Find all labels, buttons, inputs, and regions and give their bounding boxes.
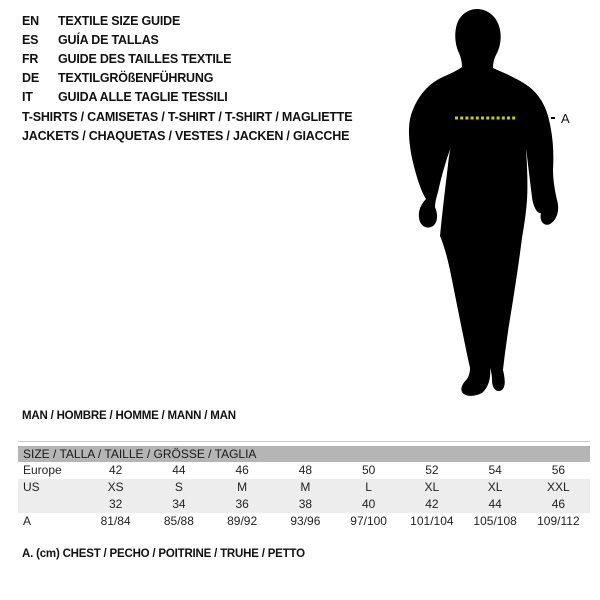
row-label: US <box>23 480 40 494</box>
language-code: EN <box>22 14 39 28</box>
language-code: DE <box>22 71 39 85</box>
row-label: Europe <box>23 463 62 477</box>
language-row-fr <box>22 50 231 69</box>
man-silhouette <box>395 4 590 404</box>
cell: XS <box>107 480 124 494</box>
cell: M <box>237 480 248 494</box>
measure-label-a: A <box>561 111 570 126</box>
cell: 50 <box>361 463 376 477</box>
language-label: GUÍA DE TALLAS <box>58 33 159 47</box>
cell: XL <box>487 480 503 494</box>
language-label: GUIDE DES TAILLES TEXTILE <box>58 52 232 66</box>
cell: 44 <box>488 497 502 511</box>
language-label: TEXTILE SIZE GUIDE <box>58 14 181 28</box>
cell: 52 <box>425 463 439 477</box>
language-code: FR <box>22 52 39 66</box>
row-label: A <box>23 514 32 528</box>
cell: 85/88 <box>163 514 194 528</box>
language-code: ES <box>22 33 39 47</box>
cell: 109/112 <box>537 514 580 528</box>
table-row-numeric <box>18 496 590 513</box>
cell: 54 <box>488 463 502 477</box>
measurement-footnote: A. (cm) CHEST / PECHO / POITRINE / TRUHE / PETTO <box>22 548 305 560</box>
category-tshirts: T-SHIRTS / CAMISETAS / T-SHIRT / T-SHIRT / MAGLIETTE <box>22 110 353 124</box>
cell: 34 <box>172 497 186 511</box>
language-row-en <box>22 12 231 31</box>
cell: XL <box>424 480 440 494</box>
language-label: TEXTILGRÖßENFÜHRUNG <box>58 71 214 85</box>
cell: S <box>174 480 183 494</box>
size-table-header: SIZE / TALLA / TAILLE / GRÖSSE / TAGLIA <box>18 446 590 462</box>
gender-heading: MAN / HOMBRE / HOMME / MANN / MAN <box>22 410 236 422</box>
cell: 105/108 <box>473 514 517 528</box>
language-code: IT <box>22 90 33 104</box>
cell: 40 <box>361 497 376 511</box>
language-list <box>22 12 231 107</box>
size-table <box>18 441 590 530</box>
cell: 81/84 <box>100 514 131 528</box>
cell: 97/100 <box>350 514 387 528</box>
row-label <box>18 496 84 513</box>
cell: 42 <box>108 463 123 477</box>
cell: 44 <box>172 463 186 477</box>
language-row-it <box>22 88 231 107</box>
cell: 32 <box>108 497 123 511</box>
cell: 56 <box>551 463 566 477</box>
cell: 42 <box>425 497 439 511</box>
cell: L <box>365 480 372 494</box>
table-row-europe <box>18 462 590 479</box>
cell: 46 <box>551 497 566 511</box>
cell: 36 <box>235 497 249 511</box>
cell: 38 <box>298 497 313 511</box>
language-row-de <box>22 69 231 88</box>
category-lines <box>22 108 352 146</box>
table-row-us <box>18 479 590 496</box>
category-jackets: JACKETS / CHAQUETAS / VESTES / JACKEN / GIACCHE <box>22 129 350 143</box>
language-row-es <box>22 31 231 50</box>
cell: XXL <box>547 480 570 494</box>
table-row-chest <box>18 513 590 530</box>
cell: M <box>300 480 311 494</box>
cell: 46 <box>235 463 249 477</box>
silhouette-path <box>409 9 558 396</box>
cell: 93/96 <box>290 514 321 528</box>
cell: 101/104 <box>410 514 454 528</box>
cell: 48 <box>298 463 313 477</box>
cell: 89/92 <box>227 514 258 528</box>
table-top-divider <box>18 441 590 442</box>
language-label: GUIDA ALLE TAGLIE TESSILI <box>58 90 228 104</box>
